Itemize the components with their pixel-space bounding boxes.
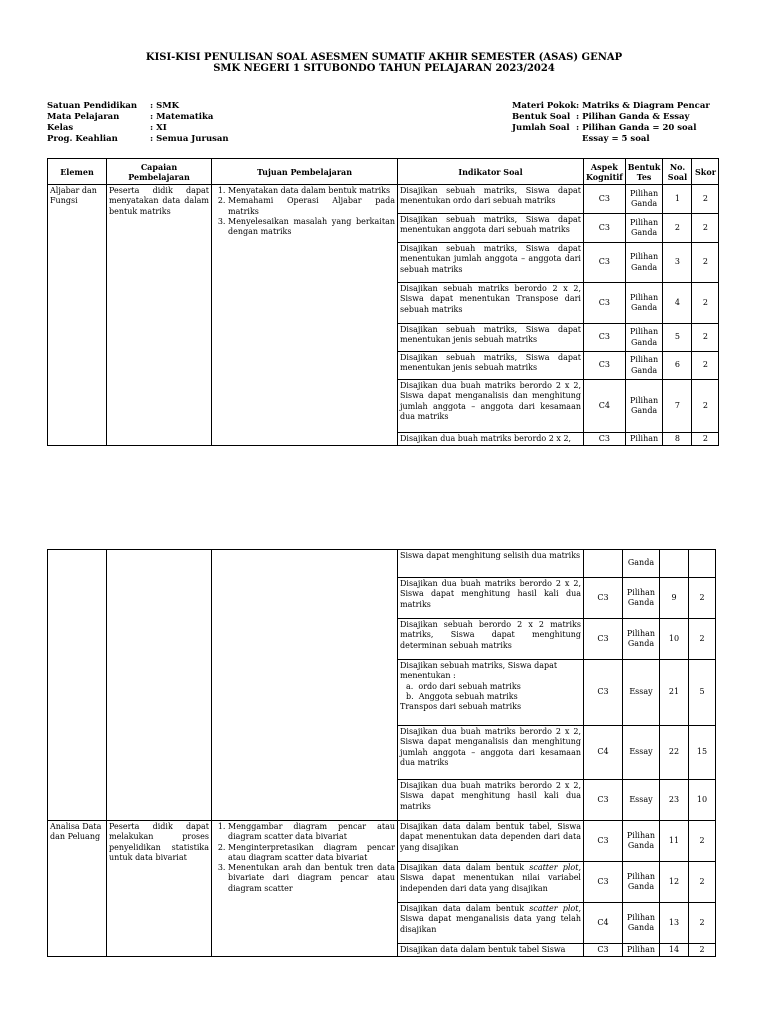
indikator-emphasis: scatter plot,	[529, 863, 581, 872]
bentuk-cell: Pilihan	[623, 944, 660, 957]
meta-row-bentuk	[512, 112, 710, 123]
no-cell: 5	[663, 324, 692, 352]
essay-item: b. Anggota sebuah matriks	[406, 691, 518, 701]
no-cell: 2	[663, 214, 692, 243]
meta-row-mapel	[47, 112, 229, 123]
meta-row-kelas	[47, 123, 229, 134]
meta-value: : Pilihan Ganda & Essay	[576, 112, 690, 122]
no-cell: 10	[660, 619, 689, 660]
meta-value: : Pilihan Ganda = 20 soal	[576, 123, 697, 133]
header-elemen: Elemen	[48, 159, 107, 185]
bentuk-cell: Pilihan	[625, 433, 663, 446]
bentuk-cell: Pilihan Ganda	[623, 862, 660, 903]
meta-label: Bentuk Soal	[512, 112, 571, 122]
bentuk-cell: Pilihan Ganda	[623, 821, 660, 862]
indikator-cell: Disajikan dua buah matriks berordo 2 x 2, Siswa dapat menganalisis dan menghitung jumlah anggota – anggota dari kesamaan dua matriks	[398, 726, 584, 780]
no-cell: 11	[660, 821, 689, 862]
document-title-line1: KISI-KISI PENULISAN SOAL ASESMEN SUMATIF AKHIR SEMESTER (ASAS) GENAP	[145, 52, 623, 63]
bentuk-cell: Essay	[623, 780, 660, 821]
indikator-cell: Disajikan dua buah matriks berordo 2 x 2, Siswa dapat menghitung hasil kali dua matriks	[398, 578, 584, 619]
skor-cell: 2	[692, 324, 719, 352]
skor-cell	[689, 550, 716, 578]
bentuk-cell: Ganda	[623, 550, 660, 578]
header-tujuan: Tujuan Pembelajaran	[212, 159, 398, 185]
tujuan-list	[214, 822, 395, 894]
skor-cell: 2	[692, 433, 719, 446]
indikator-cell: Disajikan sebuah matriks, Siswa dapat menentukan ordo dari sebuah matriks	[398, 185, 584, 214]
kisi-kisi-table-page1	[47, 158, 719, 446]
indikator-cell	[398, 903, 584, 944]
skor-cell: 2	[689, 578, 716, 619]
header-aspek: Aspek Kognitif	[584, 159, 626, 185]
no-cell: 1	[663, 185, 692, 214]
aspek-cell	[584, 550, 623, 578]
meta-label	[512, 134, 582, 145]
tujuan-item: 3. Menyelesaikan masalah yang berkaitan dengan matriks	[228, 217, 395, 238]
kisi-kisi-table-page2	[47, 549, 716, 957]
essay-intro: Disajikan sebuah matriks, Siswa dapat menentukan :	[400, 661, 558, 681]
aspek-cell: C3	[584, 780, 623, 821]
skor-cell: 2	[692, 185, 719, 214]
meta-label: Mata Pelajaran	[47, 112, 120, 122]
aspek-cell: C3	[584, 352, 626, 380]
no-cell: 22	[660, 726, 689, 780]
skor-cell: 10	[689, 780, 716, 821]
elemen-cell: Aljabar dan Fungsi	[48, 185, 107, 446]
indikator-text: Siswa dapat menganalisis data yang telah disajikan	[400, 914, 581, 934]
bentuk-cell: Pilihan Ganda	[625, 185, 663, 214]
skor-cell: 2	[689, 619, 716, 660]
bentuk-cell: Pilihan Ganda	[623, 619, 660, 660]
header-bentuk: Bentuk Tes	[625, 159, 663, 185]
meta-label: Materi Pokok	[512, 101, 577, 111]
indikator-cell: Disajikan dua buah matriks berordo 2 x 2, Siswa dapat menganalisis dan menghitung jumlah anggota – anggota dari kesamaan dua matriks	[398, 380, 584, 433]
no-cell: 3	[663, 243, 692, 283]
indikator-text: Siswa dapat menentukan nilai variabel independen dari data yang disajikan	[400, 873, 581, 893]
indikator-cell	[398, 660, 584, 726]
indikator-cell: Disajikan sebuah matriks, Siswa dapat menentukan jenis sebuah matriks	[398, 324, 584, 352]
aspek-cell: C4	[584, 380, 626, 433]
table-row	[48, 185, 719, 214]
bentuk-cell: Pilihan Ganda	[625, 283, 663, 324]
meta-value: : Semua Jurusan	[150, 134, 229, 144]
elemen-cell: Analisa Data dan Peluang	[48, 821, 107, 957]
skor-cell: 2	[689, 903, 716, 944]
indikator-text: Disajikan data dalam bentuk	[400, 904, 530, 913]
essay-item: a. ordo dari sebuah matriks	[406, 681, 521, 691]
bentuk-cell: Pilihan Ganda	[625, 324, 663, 352]
table-row	[48, 550, 716, 578]
aspek-cell: C4	[584, 903, 623, 944]
aspek-cell: C3	[584, 243, 626, 283]
indikator-cell: Disajikan data dalam bentuk tabel, Siswa dapat menentukan data dependen dari data yang disajikan	[398, 821, 584, 862]
tujuan-item: 3. Menentukan arah dan bentuk tren data bivariate dari diagram pencar atau diagram scatter	[228, 863, 395, 894]
meta-value: Essay = 5 soal	[582, 134, 650, 144]
aspek-cell: C3	[584, 578, 623, 619]
aspek-cell: C3	[584, 660, 623, 726]
table-row	[48, 821, 716, 862]
no-cell: 9	[660, 578, 689, 619]
indikator-cell: Disajikan sebuah matriks, Siswa dapat menentukan anggota dari sebuah matriks	[398, 214, 584, 243]
essay-tail: Transpos dari sebuah matriks	[400, 702, 522, 712]
tujuan-item: 1. Menyatakan data dalam bentuk matriks	[228, 186, 395, 196]
meta-row-materi	[512, 101, 710, 112]
header-skor: Skor	[692, 159, 719, 185]
meta-left-block	[47, 101, 229, 145]
skor-cell: 2	[689, 821, 716, 862]
meta-label: Jumlah Soal	[512, 123, 570, 133]
aspek-cell: C3	[584, 944, 623, 957]
no-cell: 23	[660, 780, 689, 821]
aspek-cell: C3	[584, 862, 623, 903]
bentuk-cell: Pilihan Ganda	[625, 243, 663, 283]
meta-row-satuan	[47, 101, 229, 112]
meta-label: Prog. Keahlian	[47, 134, 118, 144]
no-cell: 6	[663, 352, 692, 380]
skor-cell: 2	[692, 214, 719, 243]
aspek-cell: C3	[584, 214, 626, 243]
no-cell: 21	[660, 660, 689, 726]
no-cell: 12	[660, 862, 689, 903]
table-header-row	[48, 159, 719, 185]
meta-value: : Matematika	[150, 112, 214, 122]
bentuk-cell: Pilihan Ganda	[623, 903, 660, 944]
indikator-cell: Siswa dapat menghitung selisih dua matriks	[398, 550, 584, 578]
header-capaian: Capaian Pembelajaran	[107, 159, 212, 185]
no-cell: 8	[663, 433, 692, 446]
meta-label: Kelas	[47, 123, 74, 133]
skor-cell: 2	[689, 944, 716, 957]
elemen-cell-continued	[48, 550, 107, 821]
indikator-cell: Disajikan data dalam bentuk tabel Siswa	[398, 944, 584, 957]
capaian-cell-continued	[107, 550, 212, 821]
indikator-cell: Disajikan sebuah berordo 2 x 2 matriks matriks, Siswa dapat menghitung determinan sebuah matriks	[398, 619, 584, 660]
capaian-cell: Peserta didik dapat melakukan proses penyelidikan statistika untuk data bivariat	[107, 821, 212, 957]
skor-cell: 2	[692, 352, 719, 380]
meta-value: : XI	[150, 123, 167, 133]
document-title-line2: SMK NEGERI 1 SITUBONDO TAHUN PELAJARAN 2023/2024	[213, 63, 555, 74]
indikator-cell: Disajikan dua buah matriks berordo 2 x 2, Siswa dapat menghitung hasil kali dua matriks	[398, 780, 584, 821]
skor-cell: 2	[689, 862, 716, 903]
bentuk-cell: Pilihan Ganda	[625, 214, 663, 243]
no-cell	[660, 550, 689, 578]
indikator-cell	[398, 862, 584, 903]
meta-row-essay	[512, 134, 710, 145]
bentuk-cell: Essay	[623, 660, 660, 726]
tujuan-item: 1. Menggambar diagram pencar atau diagram scatter data bivariat	[228, 822, 395, 843]
tujuan-cell-continued	[212, 550, 398, 821]
tujuan-item: 2. Menginterpretasikan diagram pencar atau diagram scatter data bivariat	[228, 843, 395, 864]
aspek-cell: C3	[584, 619, 623, 660]
bentuk-cell: Pilihan Ganda	[625, 380, 663, 433]
skor-cell: 2	[692, 283, 719, 324]
no-cell: 14	[660, 944, 689, 957]
skor-cell: 15	[689, 726, 716, 780]
meta-right-block	[512, 101, 710, 145]
tujuan-list	[214, 186, 395, 237]
aspek-cell: C3	[584, 821, 623, 862]
header-no: No. Soal	[663, 159, 692, 185]
meta-label: Satuan Pendidikan	[47, 101, 138, 111]
meta-row-prog	[47, 134, 229, 145]
indikator-cell: Disajikan sebuah matriks, Siswa dapat menentukan jenis sebuah matriks	[398, 352, 584, 380]
aspek-cell: C3	[584, 433, 626, 446]
tujuan-cell	[212, 185, 398, 446]
skor-cell: 2	[692, 243, 719, 283]
indikator-cell: Disajikan sebuah matriks, Siswa dapat menentukan jumlah anggota – anggota dari sebuah matriks	[398, 243, 584, 283]
meta-value: : SMK	[150, 101, 180, 111]
indikator-cell: Disajikan sebuah matriks berordo 2 x 2, Siswa dapat menentukan Transpose dari sebuah matriks	[398, 283, 584, 324]
capaian-cell: Peserta didik dapat menyatakan data dalam bentuk matriks	[107, 185, 212, 446]
aspek-cell: C4	[584, 726, 623, 780]
skor-cell: 5	[689, 660, 716, 726]
aspek-cell: C3	[584, 185, 626, 214]
aspek-cell: C3	[584, 324, 626, 352]
bentuk-cell: Pilihan Ganda	[623, 578, 660, 619]
bentuk-cell: Pilihan Ganda	[625, 352, 663, 380]
indikator-text: Disajikan data dalam bentuk	[400, 863, 530, 872]
bentuk-cell: Essay	[623, 726, 660, 780]
no-cell: 4	[663, 283, 692, 324]
meta-value: : Matriks & Diagram Pencar	[576, 101, 710, 111]
aspek-cell: C3	[584, 283, 626, 324]
header-indikator: Indikator Soal	[398, 159, 584, 185]
indikator-cell: Disajikan dua buah matriks berordo 2 x 2,	[398, 433, 584, 446]
skor-cell: 2	[692, 380, 719, 433]
no-cell: 7	[663, 380, 692, 433]
tujuan-item: 2. Memahami Operasi Aljabar pada matriks	[228, 196, 395, 217]
no-cell: 13	[660, 903, 689, 944]
indikator-emphasis: scatter plot,	[529, 904, 581, 913]
tujuan-cell	[212, 821, 398, 957]
meta-row-jumlah	[512, 123, 710, 134]
